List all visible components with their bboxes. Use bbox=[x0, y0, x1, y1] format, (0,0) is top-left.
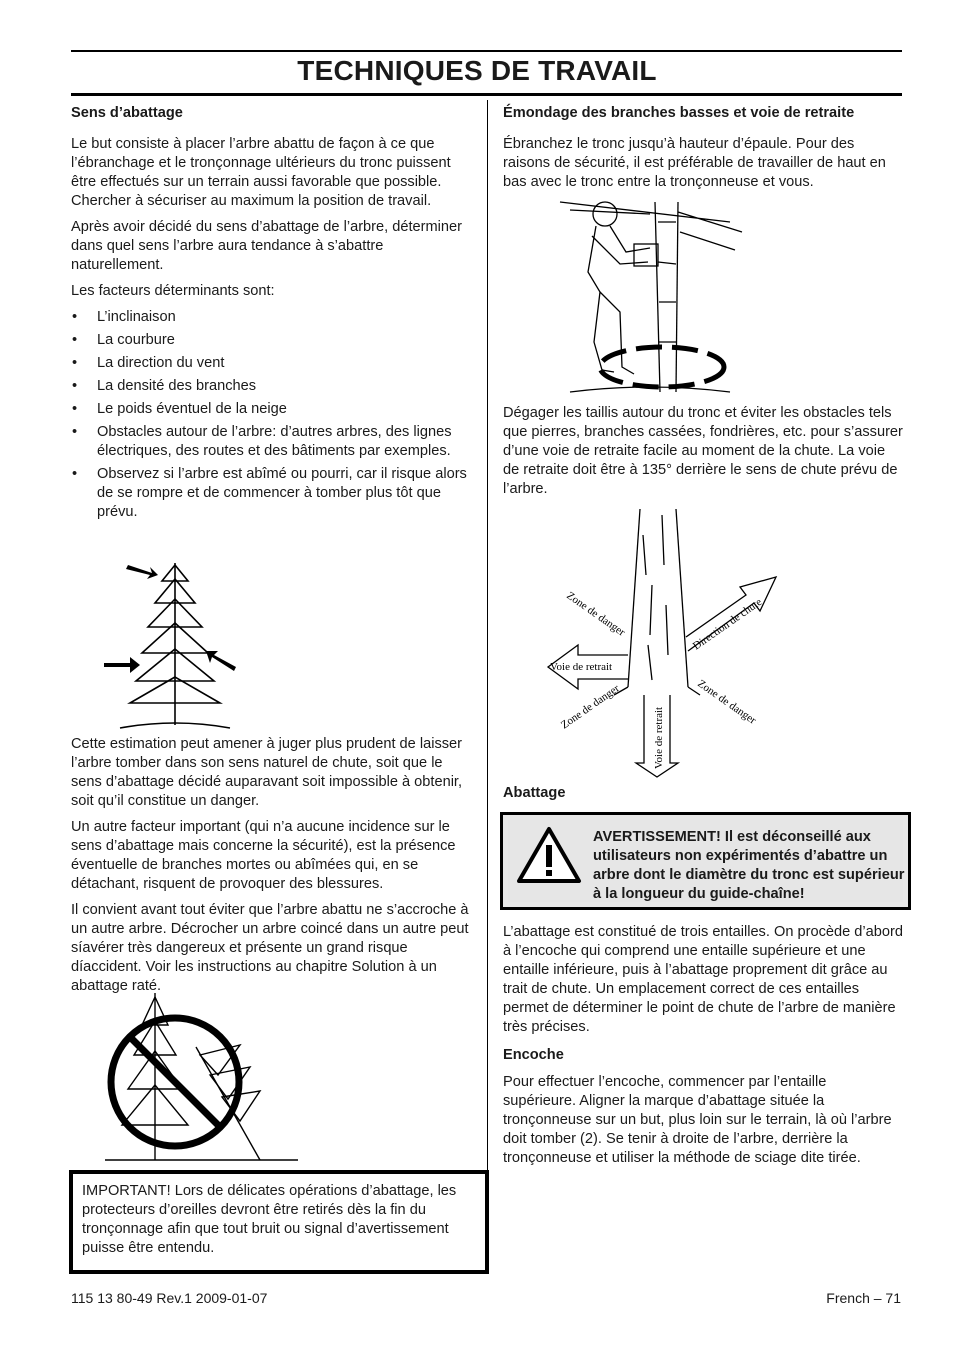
list-item: • L’inclinaison bbox=[71, 308, 471, 327]
list-item: • La direction du vent bbox=[71, 354, 471, 373]
paragraph: Il convient avant tout éviter que l’arbre abattu ne s’accroche à un autre arbre. Décrocher un arbre coincé dans un autre peut síavérer très dangereux et présente un grand risque díaccident. Voir les instructions au chapitre Solution à un abattage raté. bbox=[71, 902, 469, 994]
section-heading-felling: Abattage bbox=[503, 785, 566, 801]
danger-zone-diagram bbox=[540, 505, 785, 780]
limbing-operator-illustration bbox=[530, 192, 745, 402]
paragraph: Après avoir décidé du sens d’abattage de l’arbre, déterminer dans quel sens l’arbre aura tendance à s’abattre naturellement. bbox=[71, 219, 463, 273]
page-title: TECHNIQUES DE TRAVAIL bbox=[297, 55, 657, 86]
right-column bbox=[503, 104, 903, 199]
right-column-lower bbox=[503, 923, 903, 1175]
label-retreat-down: Voie de retrait bbox=[653, 706, 665, 769]
top-rule bbox=[71, 50, 902, 52]
warning-text: AVERTISSEMENT! Il est déconseillé aux utilisateurs non expérimentés d’abattre un arbre dont le diamètre du tronc est supérieur à la longueur du guide-chaîne! bbox=[593, 829, 905, 902]
left-column-lower bbox=[71, 735, 471, 1003]
factors-list bbox=[71, 308, 471, 522]
paragraph: Pour effectuer l’encoche, commencer par l’entaille supérieure. Aligner la marque d’abattage située la tronçonneuse sur un but, plus loin sur le terrain, là où l’arbre doit tomber (2). Se tenir à droite de l’arbre, derrière la tronçonneuse et utiliser la méthode de sciage dite tirée. bbox=[503, 1074, 892, 1166]
list-item: • Obstacles autour de l’arbre: d’autres arbres, des lignes électriques, des routes et des bâtiments par exemples. bbox=[71, 423, 471, 461]
paragraph: Cette estimation peut amener à juger plus prudent de laisser l’arbre tomber dans son sens naturel de chute, soit que le sens d’abattage décidé auparavant soit impossible à obtenir, soit qu’il constitue un danger. bbox=[71, 736, 463, 809]
label-direction: Direction de chute bbox=[690, 596, 765, 653]
label-zone-top-left: Zone de danger bbox=[564, 589, 628, 639]
abattage-heading-wrap bbox=[503, 784, 903, 811]
paragraph: Un autre facteur important (qui n’a aucune incidence sur le sens d’abattage mais concerne la sécurité), est la présence éventuelle de branches mortes ou abîmées qui, en se détachant, risquent de provoquer des blessures. bbox=[71, 819, 456, 892]
paragraph: Le but consiste à placer l’arbre abattu de façon à ce que l’ébranchage et le tronçonnage ultérieurs du tronc puissent être effectués sur un terrain aussi favorable que possible. Chercher à sécuriser au maximum la position de travail. bbox=[71, 136, 451, 209]
column-divider bbox=[487, 100, 488, 1268]
list-item: • Observez si l’arbre est abîmé ou pourri, car il risque alors de se rompre et de commencer à tomber plus tôt que prévu. bbox=[71, 465, 471, 522]
list-item: • La courbure bbox=[71, 331, 471, 350]
label-zone-bottom-left: Zone de danger bbox=[558, 682, 622, 732]
right-column-mid bbox=[503, 404, 903, 506]
section-heading-limbing: Émondage des branches basses et voie de retraite bbox=[503, 105, 855, 121]
paragraph: Dégager les taillis autour du tronc et éviter les obstacles tels que pierres, branches cassées, fondrières, etc. pour s’assurer d’une voie de retraite facile au moment de la chute. La voie de retraite doit être à 135° derrière le sens de chute prévu de l’arbre. bbox=[503, 405, 903, 497]
important-text: IMPORTANT! Lors de délicates opérations d’abattage, les protecteurs d’oreilles devront être retirés dès la fin du tronçonnage afin que tout bruit ou signal d’avertissement puisse être entendu. bbox=[82, 1183, 457, 1256]
section-heading-felling-direction: Sens d’abattage bbox=[71, 105, 183, 121]
important-notice bbox=[69, 1170, 489, 1274]
prohibited-hung-tree-illustration bbox=[100, 985, 300, 1165]
section-heading-notch: Encoche bbox=[503, 1047, 564, 1063]
title-rule bbox=[71, 93, 902, 96]
list-item: • Le poids éventuel de la neige bbox=[71, 400, 471, 419]
document-id: 115 13 80-49 Rev.1 2009-01-07 bbox=[71, 1290, 268, 1306]
warning-box bbox=[500, 812, 911, 910]
paragraph: L’abattage est constitué de trois entailles. On procède d’abord à l’encoche qui comprend une entaille supérieure et une entaille inférieure, puis à l’abattage proprement dit grâce au trait de chute. Un emplacement correct de ces entailles permet de déterminer le point de chute de l’arbre de manière très précises. bbox=[503, 924, 903, 1035]
tree-factors-illustration bbox=[100, 553, 250, 733]
left-column bbox=[71, 104, 471, 526]
paragraph: Les facteurs déterminants sont: bbox=[71, 283, 275, 299]
page-number: French – 71 bbox=[826, 1290, 901, 1306]
warning-triangle-icon bbox=[515, 825, 583, 885]
label-zone-bottom-right: Zone de danger bbox=[695, 677, 759, 727]
paragraph: Ébranchez le tronc jusqu’à hauteur d’épaule. Pour des raisons de sécurité, il est préférable de travailler de haut en bas avec le tronc entre la tronçonneuse et vous. bbox=[503, 136, 886, 190]
list-item: • La densité des branches bbox=[71, 377, 471, 396]
label-retreat-left: Voie de retrait bbox=[550, 661, 613, 673]
